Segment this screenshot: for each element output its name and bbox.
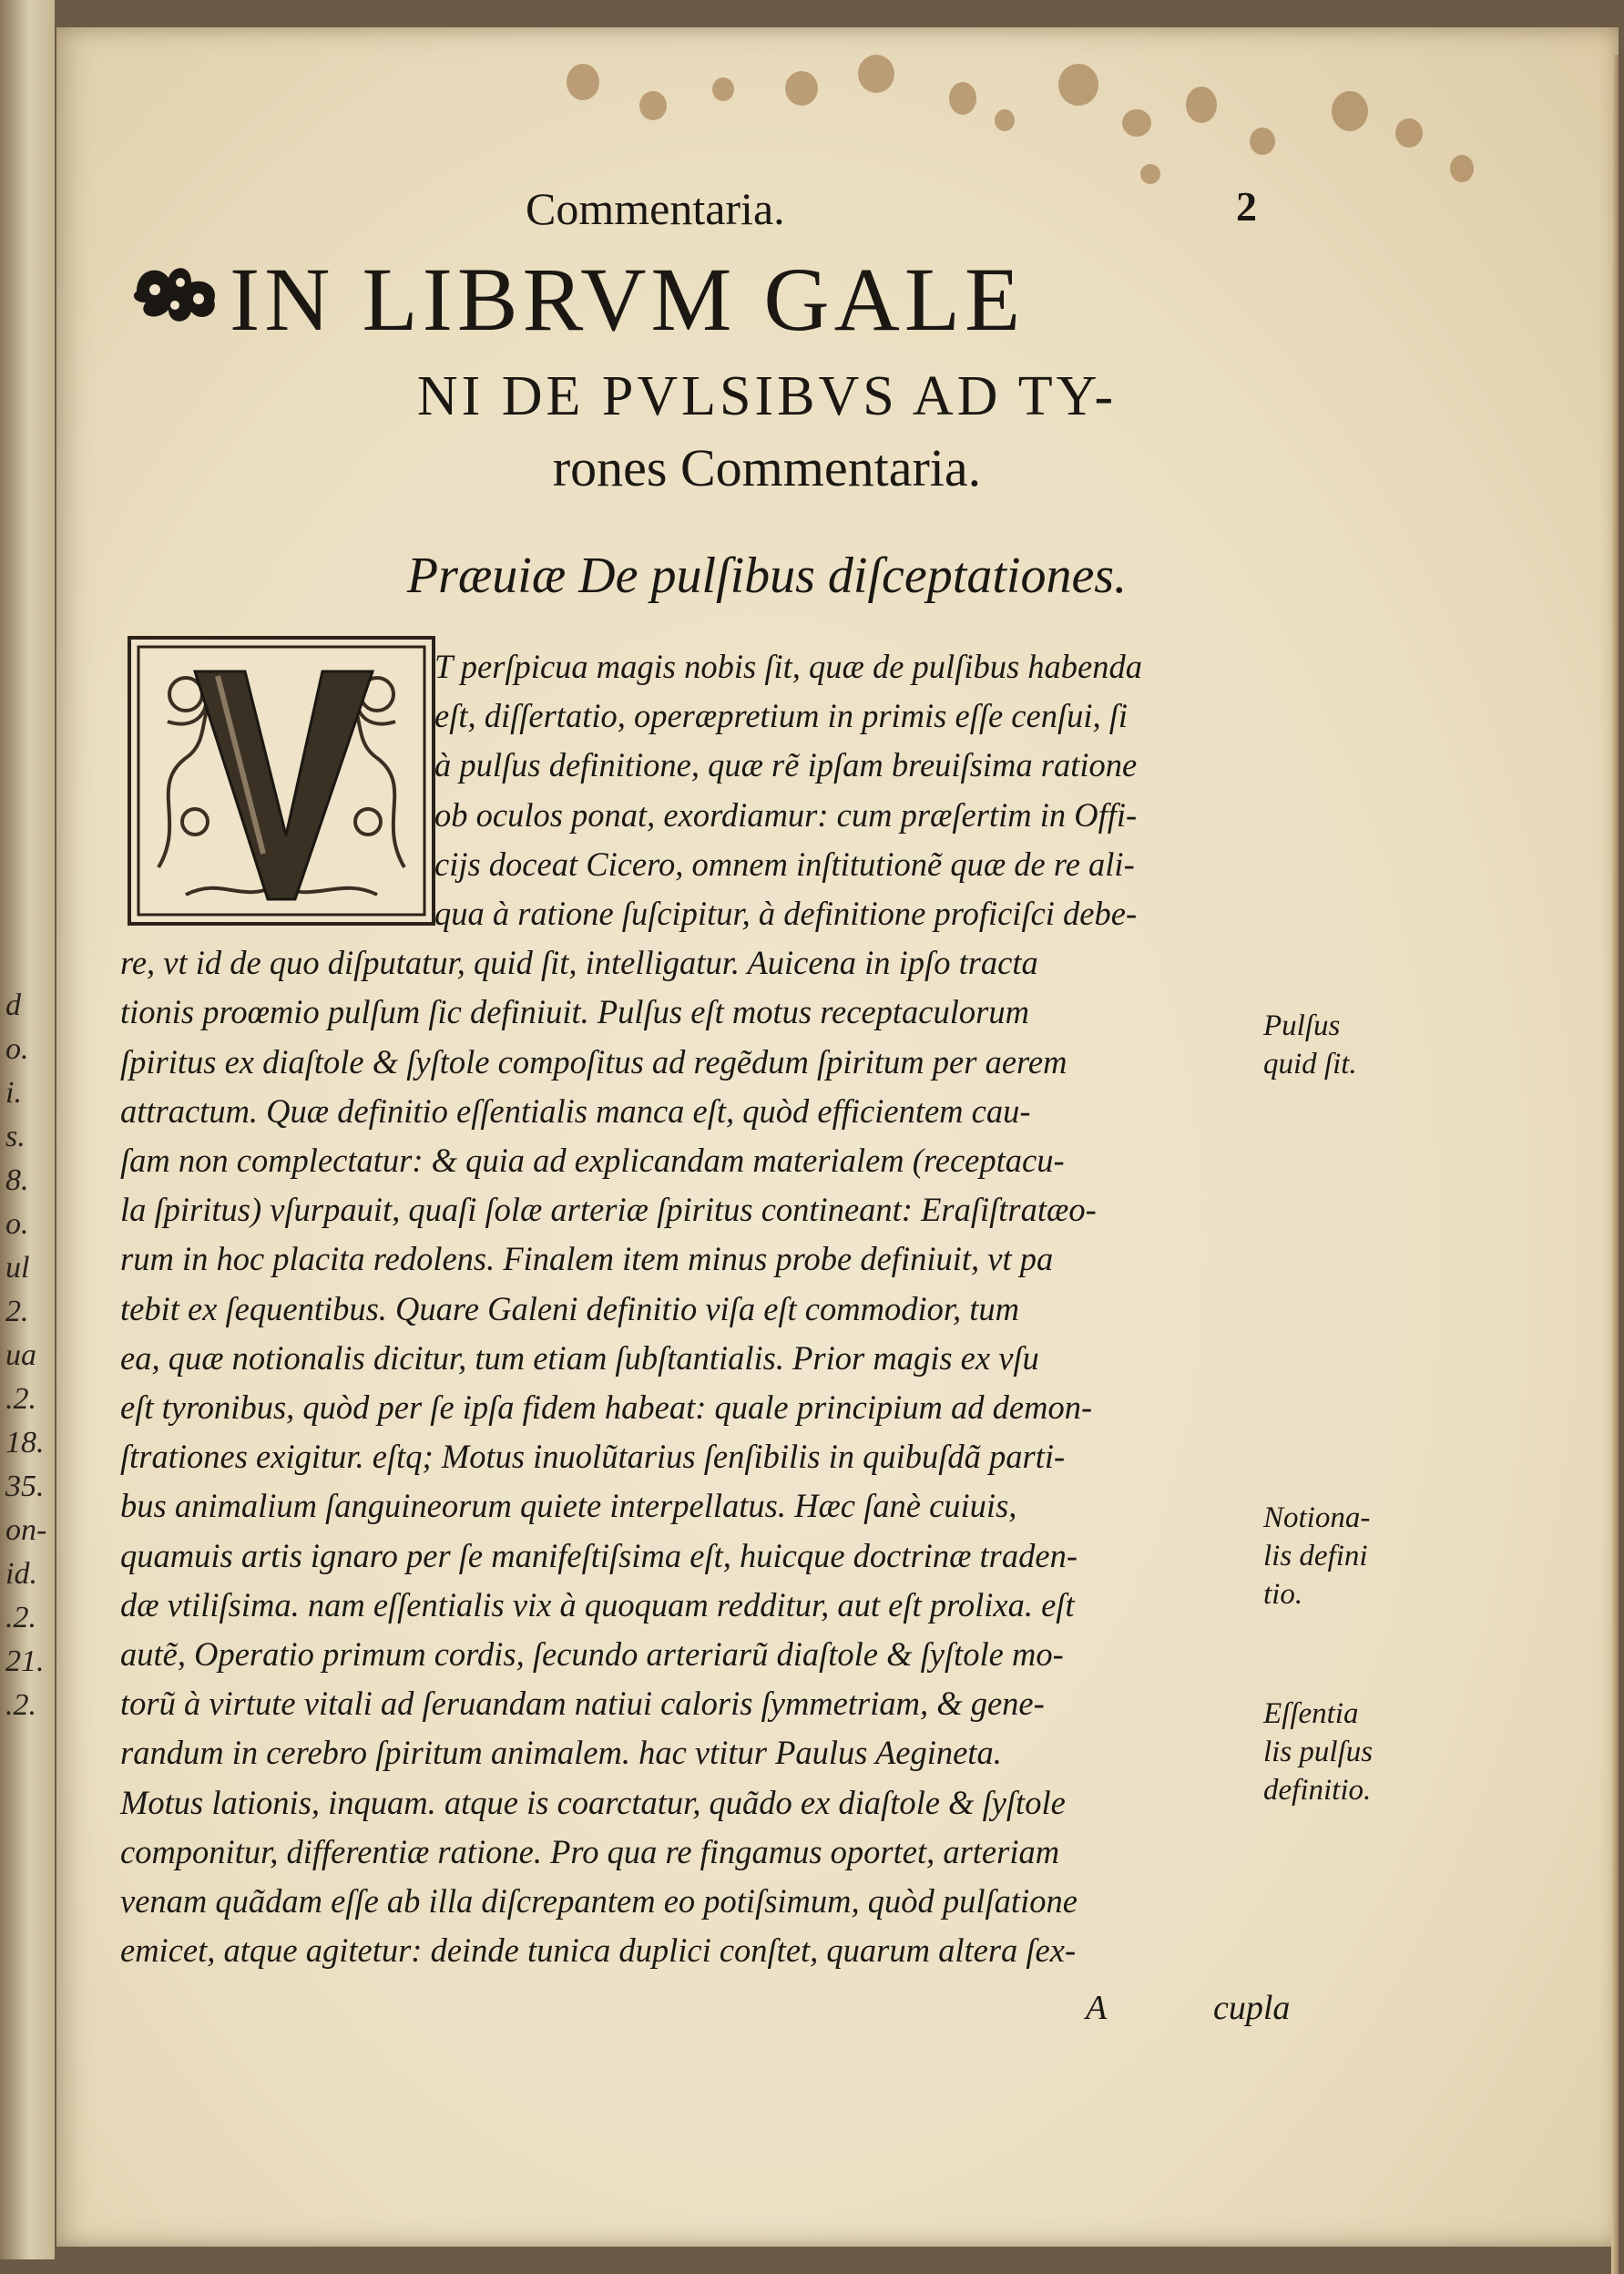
facing-page-edge <box>0 0 55 2259</box>
margin-note-line: quid ſit. <box>1263 1048 1357 1081</box>
facing-page-fragment: o. <box>5 1207 29 1241</box>
text-line: qua à ratione ſuſcipitur, à definitione proficiſci debe- <box>434 895 1138 932</box>
text-line: emicet, atque agitetur: deinde tunica duplici conſtet, quarum altera ſex- <box>120 1931 1077 1970</box>
main-text-block <box>56 27 1619 2247</box>
text-line: eſt tyronibus, quòd per ſe ipſa fidem habeat: quale principium ad demon- <box>120 1388 1093 1426</box>
section-heading: Præuiæ De pulſibus diſceptationes. <box>406 548 1128 604</box>
text-line: bus animalium ſanguineorum quiete interpellatus. Hæc ſanè cuiuis, <box>120 1487 1017 1525</box>
facing-page-fragment: d <box>5 988 21 1022</box>
text-line: ſpiritus ex diaſtole & ſyſtole compoſitus ad regẽdum ſpiritum per aerem <box>120 1042 1067 1081</box>
text-line: T perſpicua magis nobis ſit, quæ de pulſibus habenda <box>434 648 1142 685</box>
text-line: tebit ex ſequentibus. Quare Galeni definitio viſa eſt commodior, tum <box>120 1289 1020 1327</box>
title-line-1: IN LIBRVM GALE <box>230 249 1026 350</box>
text-line: componitur, differentiæ ratione. Pro qua re fingamus oportet, arteriam <box>120 1832 1060 1870</box>
facing-page-fragment: o. <box>5 1032 29 1066</box>
text-line: ciјs doceat Cicero, omnem inſtitutionẽ quæ de re ali- <box>434 845 1135 883</box>
margin-note-line: Eſſentia <box>1263 1697 1359 1730</box>
text-line: randum in cerebro ſpiritum animalem. hac vtitur Paulus Aegineta. <box>120 1734 1002 1772</box>
text-line: re, vt id de quo diſputatur, quid ſit, intelligatur. Auicena in ipſo tracta <box>120 944 1038 982</box>
signature-mark: A <box>1086 1989 1108 2027</box>
text-line: torũ à virtute vitali ad ſeruandam natiui caloris ſymmetriam, & gene- <box>120 1685 1045 1723</box>
text-line: quamuis artis ignaro per ſe manifeſtiſsima eſt, huicque doctrinæ traden- <box>120 1536 1078 1574</box>
text-line: Motus lationis, inquam. atque is coarctatur, quãdo ex diaſtole & ſyſtole <box>120 1783 1066 1821</box>
margin-note-line: lis defini <box>1263 1540 1368 1572</box>
facing-page-fragments <box>5 984 51 1727</box>
margin-note <box>1263 1695 1373 1809</box>
text-line: ea, quæ notionalis dicitur, tum etiam ſubſtantialis. Prior magis ex vſu <box>120 1338 1039 1377</box>
page-edge <box>1611 55 1619 2274</box>
facing-page-fragment: 8. <box>5 1163 29 1197</box>
facing-page-fragment: 18. <box>5 1426 45 1460</box>
facing-page-fragment: .2. <box>5 1382 36 1416</box>
text-line: eſt, diſſertatio, operæpretium in primis eſſe cenſui, ſi <box>434 697 1129 735</box>
text-line: ob oculos ponat, exordiamur: cum præſertim in Offi- <box>434 795 1138 834</box>
facing-page-fragment: ua <box>5 1338 36 1372</box>
text-line: la ſpiritus) vſurpauit, quaſi ſolæ arteriæ ſpiritus contineant: Eraſiſtratæo- <box>120 1191 1097 1229</box>
text-line: autẽ, Operatio primum cordis, ſecundo arteriarũ diaſtole & ſyſtole mo- <box>120 1635 1064 1673</box>
text-line: attractum. Quæ definitio eſſentialis manca eſt, quòd efficientem cau- <box>120 1091 1031 1130</box>
catchword: cupla <box>1213 1989 1291 2027</box>
margin-note <box>1263 1499 1370 1613</box>
facing-page-fragment: .2. <box>5 1601 36 1634</box>
initial-letter-text: V <box>281 904 282 905</box>
facing-page-fragment: s. <box>5 1120 26 1153</box>
title-line-2: NI DE PVLSIBVS AD TY- <box>416 365 1118 427</box>
text-line: à pulſus definitione, quæ rẽ ipſam breuiſsima ratione <box>434 746 1138 784</box>
folio-number: 2 <box>1236 183 1257 230</box>
facing-page-fragment: ul <box>5 1251 30 1285</box>
facing-page-fragment: 21. <box>5 1644 45 1678</box>
text-line: ſtrationes exigitur. eſtq; Motus inuolũtarius ſenſibilis in quibuſdã parti- <box>120 1438 1066 1476</box>
text-line: venam quãdam eſſe ab illa diſcrepantem eo potiſsimum, quòd pulſatione <box>120 1882 1078 1920</box>
margin-note-line: tio. <box>1263 1578 1303 1611</box>
text-line: rum in hoc placita redolens. Finalem item minus probe definiuit, vt pa <box>120 1240 1054 1278</box>
margin-note-line: Notiona- <box>1263 1501 1371 1534</box>
facing-page-fragment: i. <box>5 1076 22 1110</box>
margin-note-line: Pulſus <box>1263 1009 1341 1042</box>
running-head: Commentaria. <box>526 183 785 234</box>
text-line: tionis proœmio pulſum ſic definiuit. Pulſus eſt motus receptaculorum <box>120 993 1029 1031</box>
facing-page-fragment: on- <box>5 1513 47 1547</box>
facing-page-fragment: .2. <box>5 1688 36 1722</box>
facing-page-fragment: id. <box>5 1557 37 1591</box>
facing-page-fragment: 2. <box>5 1295 29 1328</box>
title-line-3: rones Commentaria. <box>552 438 982 497</box>
text-line: dæ vtiliſsima. nam eſſentialis vix à quoquam redditur, aut eſt prolixa. eſt <box>120 1585 1075 1624</box>
book-page <box>56 27 1619 2247</box>
text-line: ſam non complectatur: & quia ad explicandam materialem (receptacu- <box>120 1142 1065 1179</box>
margin-note <box>1263 1007 1357 1083</box>
margin-note-line: definitio. <box>1263 1774 1372 1807</box>
facing-page-fragment: 35. <box>5 1470 45 1503</box>
margin-note-line: lis pulſus <box>1263 1736 1374 1768</box>
